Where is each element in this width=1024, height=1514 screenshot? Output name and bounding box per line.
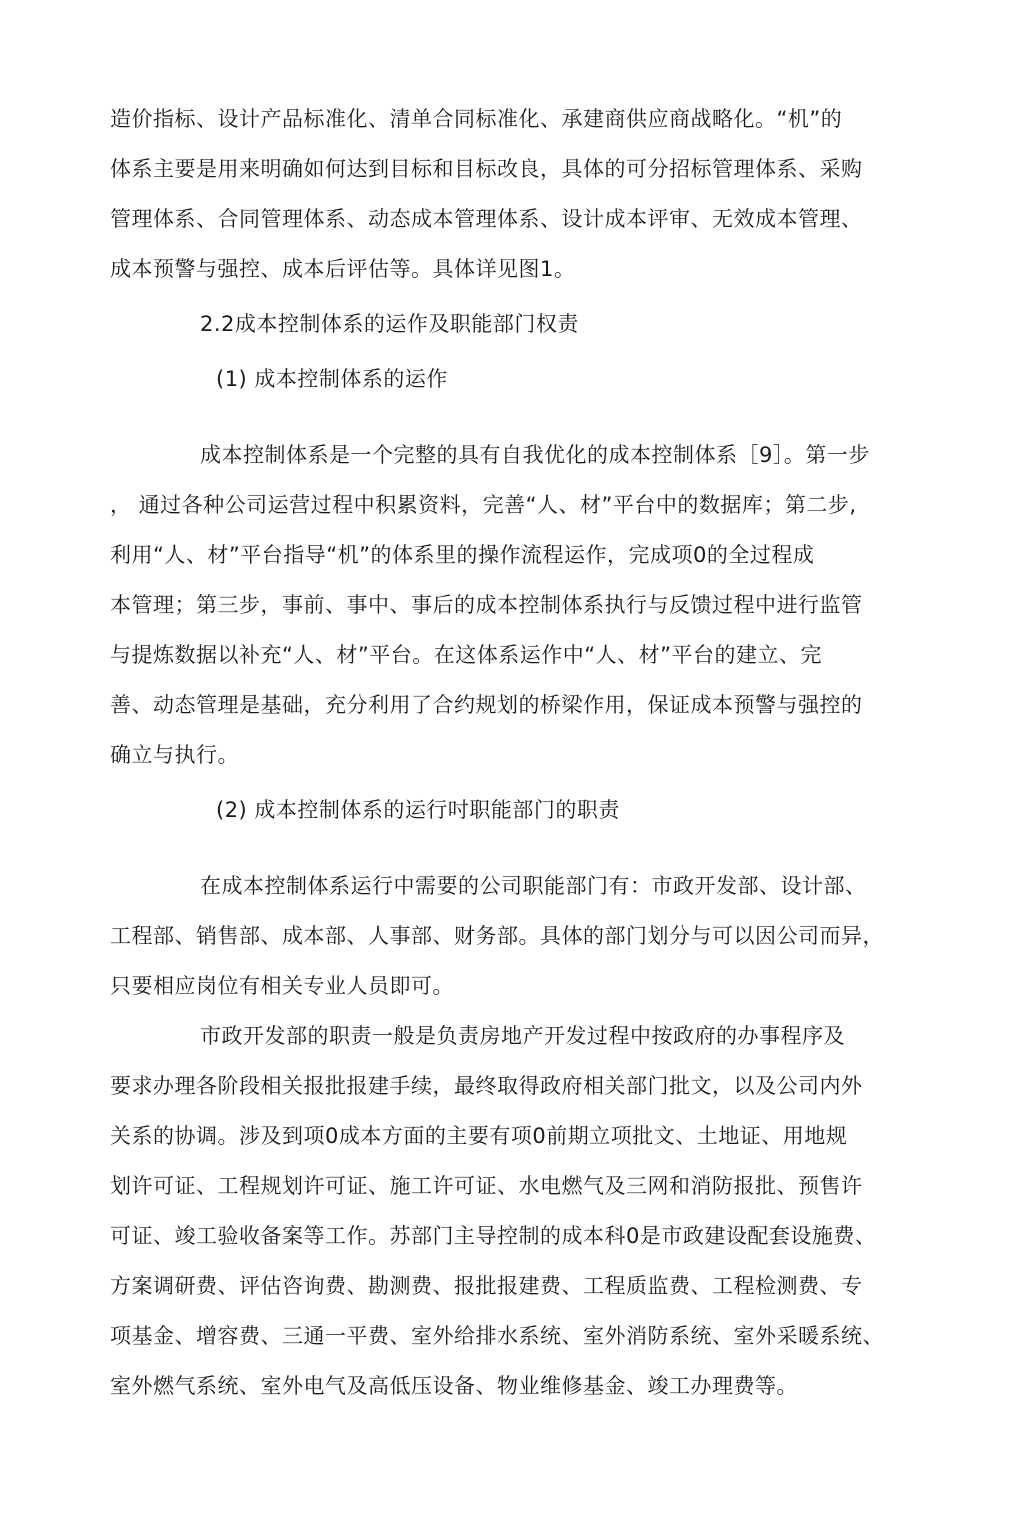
paragraph-line: 善、动态管理是基础，充分利用了合约规划的桥梁作用，保证成本预警与强控的 — [110, 693, 863, 717]
paragraph-line: 工程部、销售部、成本部、人事部、财务部。具体的部门划分与可以因公司而异， — [110, 924, 884, 948]
paragraph-line: 确立与执行。 — [110, 743, 239, 767]
section-heading: 2.2成本控制体系的运作及职能部门权责 — [200, 312, 579, 336]
paragraph-line: 造价指标、设计产品标准化、清单合同标准化、承建商供应商战略化。“机”的 — [110, 107, 843, 131]
paragraph-line: 在成本控制体系运行中需要的公司职能部门有：市政开发部、设计部、 — [200, 874, 867, 898]
paragraph-line: 关系的协调。涉及到项0成本方面的主要有项0前期立项批文、土地证、用地规 — [110, 1124, 848, 1148]
paragraph-line: 管理体系、合同管理体系、动态成本管理体系、设计成本评审、无效成本管理、 — [110, 207, 863, 231]
paragraph-line: 方案调研费、评估咨询费、勘测费、报批报建费、工程质监费、工程检测费、专 — [110, 1274, 863, 1298]
paragraph-line: 利用“人、材”平台指导“机”的体系里的操作流程运作，完成项0的全过程成 — [110, 543, 815, 567]
paragraph-line: 成本预警与强控、成本后评估等。具体详见图1。 — [110, 257, 576, 281]
paragraph-line: 与提炼数据以补充“人、材”平台。在这体系运作中“人、材”平台的建立、完 — [110, 643, 823, 667]
paragraph-line: 要求办理各阶段相关报批报建手续，最终取得政府相关部门批文，以及公司内外 — [110, 1074, 863, 1098]
paragraph-line: 划许可证、工程规划许可证、施工许可证、水电燃气及三网和消防报批、预售许 — [110, 1174, 863, 1198]
subsection-heading: (1) 成本控制体系的运作 — [216, 367, 448, 391]
paragraph-line: 只要相应岗位有相关专业人员即可。 — [110, 974, 454, 998]
paragraph-line: 本管理；第三步，事前、事中、事后的成本控制体系执行与反馈过程中进行监管 — [110, 593, 863, 617]
paragraph-line: 体系主要是用来明确如何达到目标和目标改良，具体的可分招标管理体系、采购 — [110, 157, 863, 181]
paragraph-line: 可证、竣工验收备案等工作。苏部门主导控制的成本科0是市政建设配套设施费、 — [110, 1224, 877, 1248]
subsection-heading: (2) 成本控制体系的运行吋职能部门的职责 — [216, 798, 620, 822]
paragraph-line: ， 通过各种公司运营过程中积累资料，完善“人、材”平台中的数据库；第二步, — [110, 493, 857, 517]
paragraph-line: 室外燃气系统、室外电气及高低压设备、物业维修基金、竣工办理费等。 — [110, 1374, 798, 1398]
paragraph-line: 成本控制体系是一个完整的具有自我优化的成本控制体系［9］。第一步 — [200, 443, 870, 467]
paragraph-line: 项基金、增容费、三通一平费、室外给排水系统、室外消防系统、室外采暖系统、 — [110, 1324, 884, 1348]
paragraph-line: 市政开发部的职责一般是负责房地产开发过程中按政府的办事程序及 — [200, 1024, 845, 1048]
